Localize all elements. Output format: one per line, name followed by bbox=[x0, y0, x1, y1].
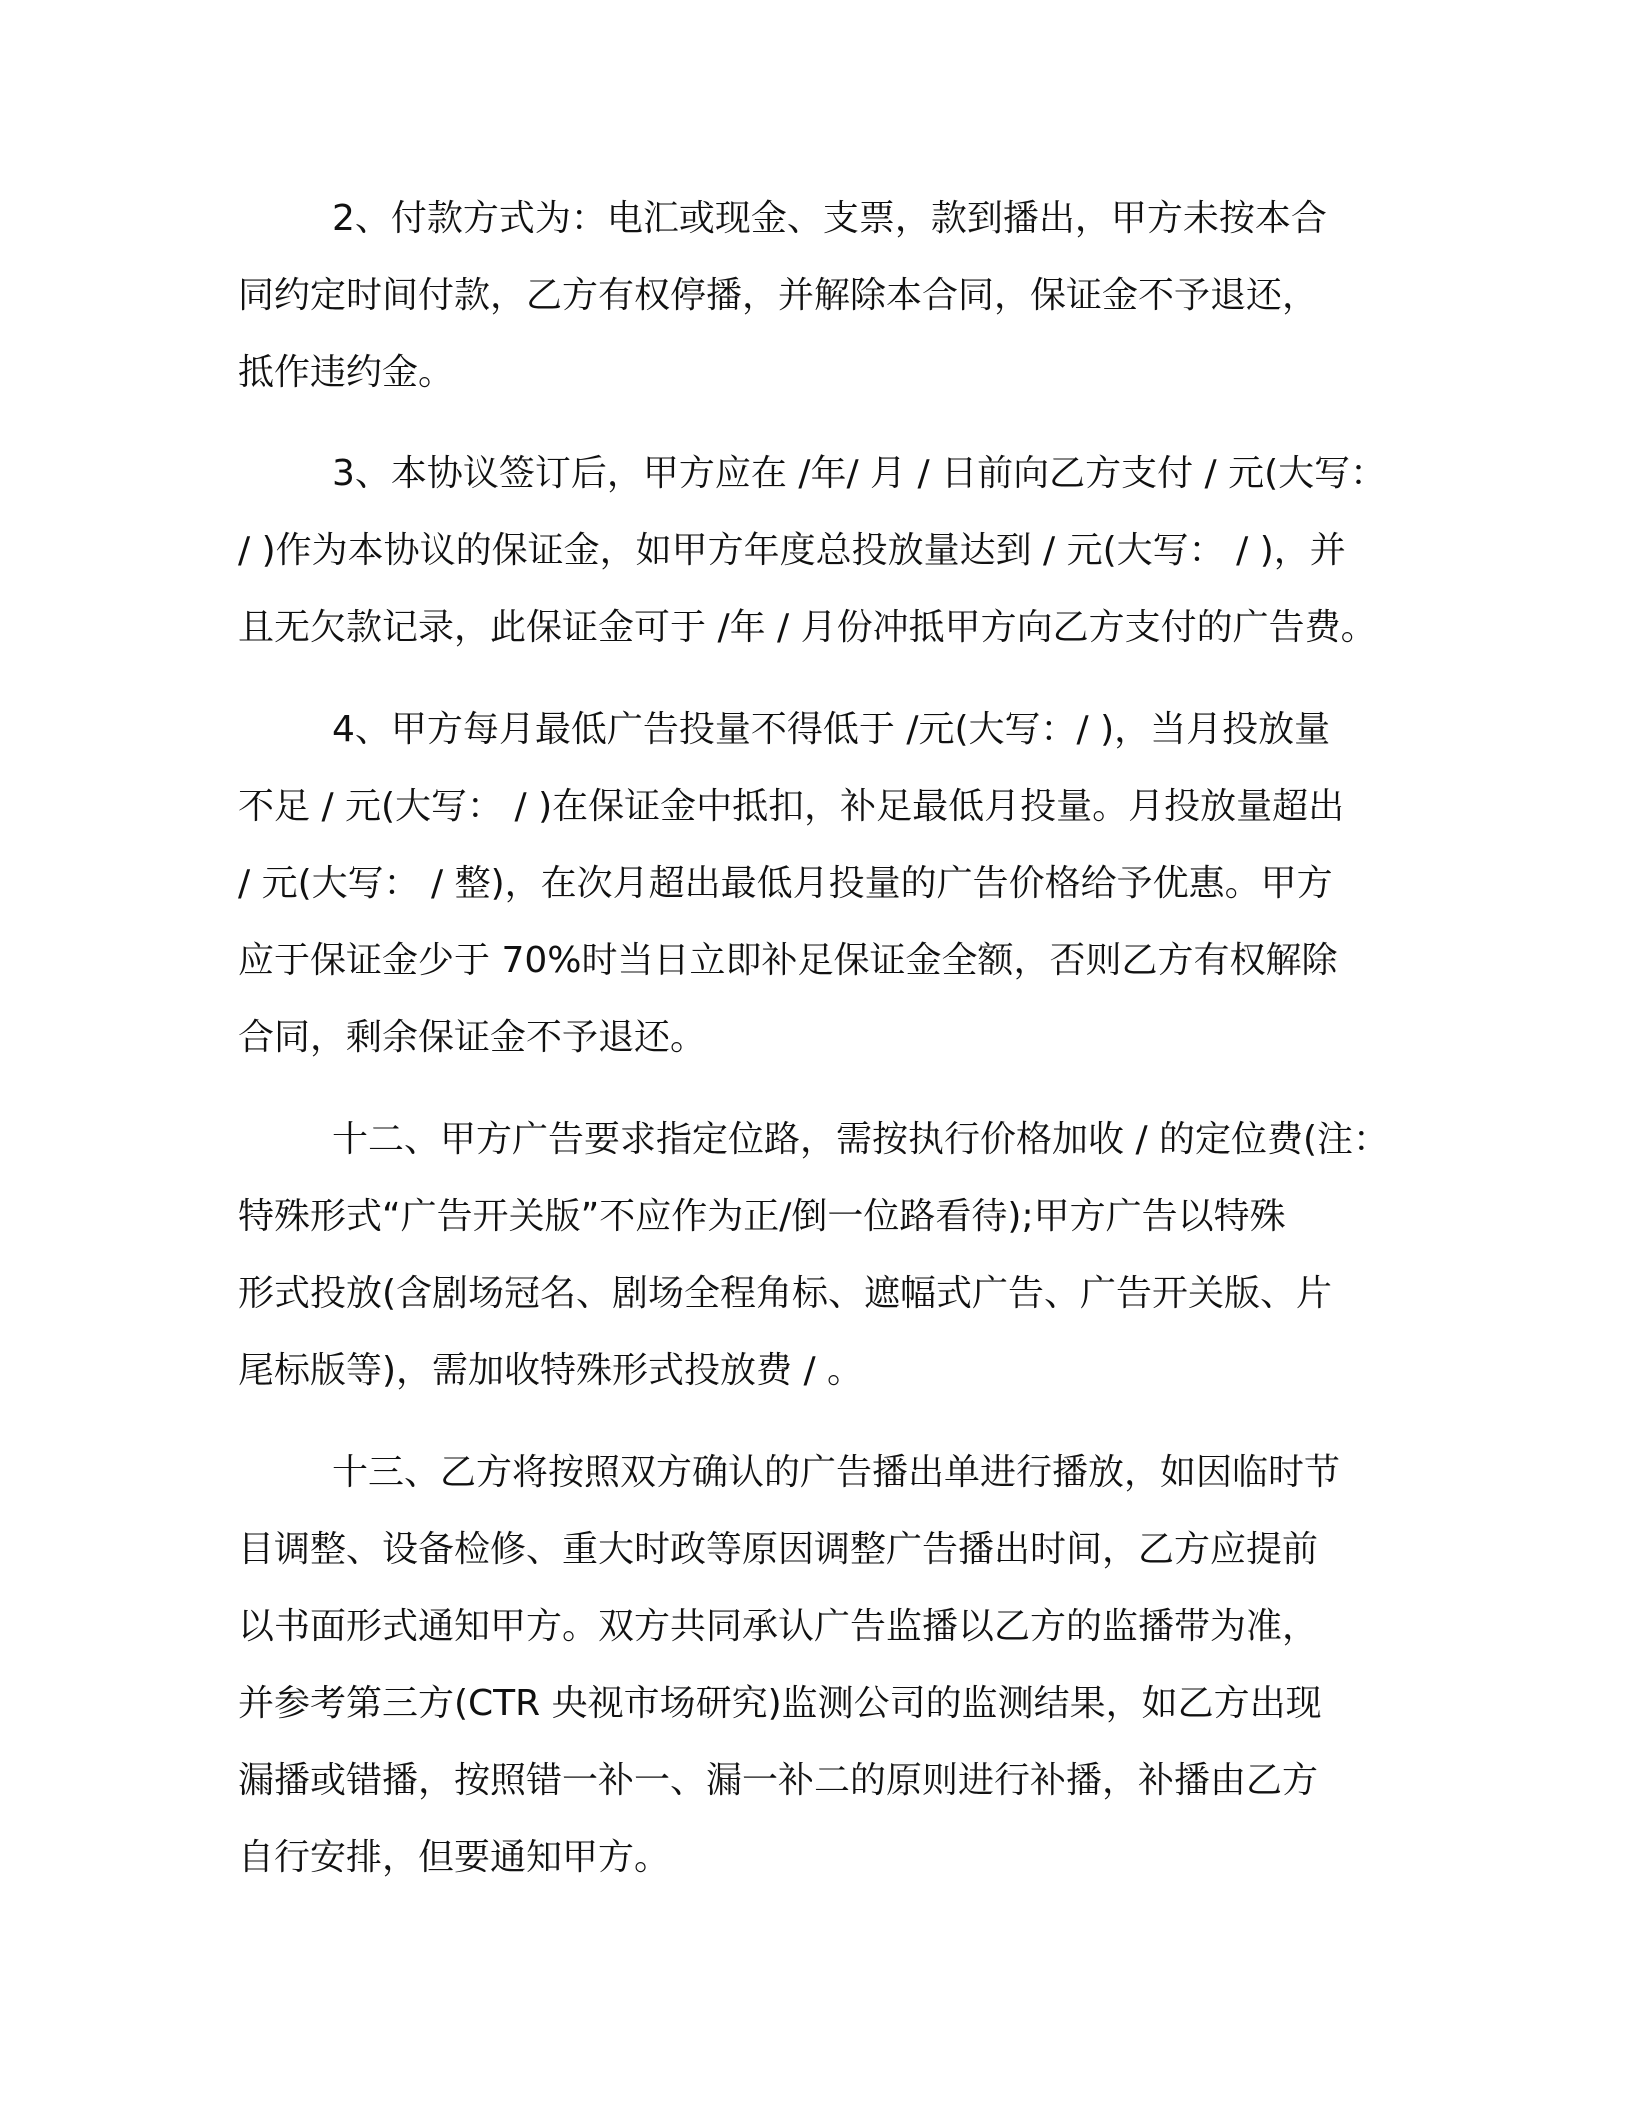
text-line: 3、本协议签订后，甲方应在 /年/ 月 / 日前向乙方支付 / 元(大写： bbox=[332, 453, 1387, 494]
text-line: 以书面形式通知甲方。双方共同承认广告监播以乙方的监播带为准， bbox=[238, 1606, 1319, 1647]
text-line: 十三、乙方将按照双方确认的广告播出单进行播放，如因临时节 bbox=[332, 1452, 1341, 1493]
text-line: 并参考第三方(CTR 央视市场研究)监测公司的监测结果，如乙方出现 bbox=[238, 1683, 1322, 1724]
text-line: 漏播或错播，按照错一补一、漏一补二的原则进行补播，补播由乙方 bbox=[238, 1760, 1319, 1801]
text-line: / )作为本协议的保证金，如甲方年度总投放量达到 / 元(大写： / )，并 bbox=[238, 530, 1346, 571]
paragraph-clause-twelve bbox=[238, 1101, 1408, 1409]
text-line: / 元(大写： / 整)，在次月超出最低月投量的广告价格给予优惠。甲方 bbox=[238, 863, 1333, 904]
paragraph-deposit bbox=[238, 435, 1408, 666]
text-line: 且无欠款记录，此保证金可于 /年 / 月份冲抵甲方向乙方支付的广告费。 bbox=[238, 607, 1377, 648]
text-line: 同约定时间付款，乙方有权停播，并解除本合同，保证金不予退还， bbox=[238, 275, 1319, 316]
text-line: 合同，剩余保证金不予退还。 bbox=[238, 1017, 707, 1058]
text-line: 应于保证金少于 70%时当日立即补足保证金全额，否则乙方有权解除 bbox=[238, 940, 1338, 981]
text-line: 2、付款方式为：电汇或现金、支票，款到播出，甲方未按本合 bbox=[332, 198, 1327, 239]
text-line: 十二、甲方广告要求指定位路，需按执行价格加收 / 的定位费(注： bbox=[332, 1119, 1390, 1160]
paragraph-minimum-monthly-volume bbox=[238, 691, 1408, 1076]
text-line: 抵作违约金。 bbox=[238, 352, 455, 393]
text-line: 目调整、设备检修、重大时政等原因调整广告播出时间，乙方应提前 bbox=[238, 1529, 1319, 1570]
text-line: 自行安排，但要通知甲方。 bbox=[238, 1837, 671, 1878]
paragraph-payment-method bbox=[238, 180, 1408, 411]
text-line: 形式投放(含剧场冠名、剧场全程角标、遮幅式广告、广告开关版、片 bbox=[238, 1273, 1333, 1314]
text-line: 特殊形式“广告开关版”不应作为正/倒一位路看待);甲方广告以特殊 bbox=[238, 1196, 1286, 1237]
paragraph-clause-thirteen bbox=[238, 1434, 1408, 1896]
text-line: 不足 / 元(大写： / )在保证金中抵扣，补足最低月投量。月投放量超出 bbox=[238, 786, 1345, 827]
text-line: 4、甲方每月最低广告投量不得低于 /元(大写：/ )，当月投放量 bbox=[332, 709, 1331, 750]
text-line: 尾标版等)，需加收特殊形式投放费 / 。 bbox=[238, 1350, 864, 1391]
